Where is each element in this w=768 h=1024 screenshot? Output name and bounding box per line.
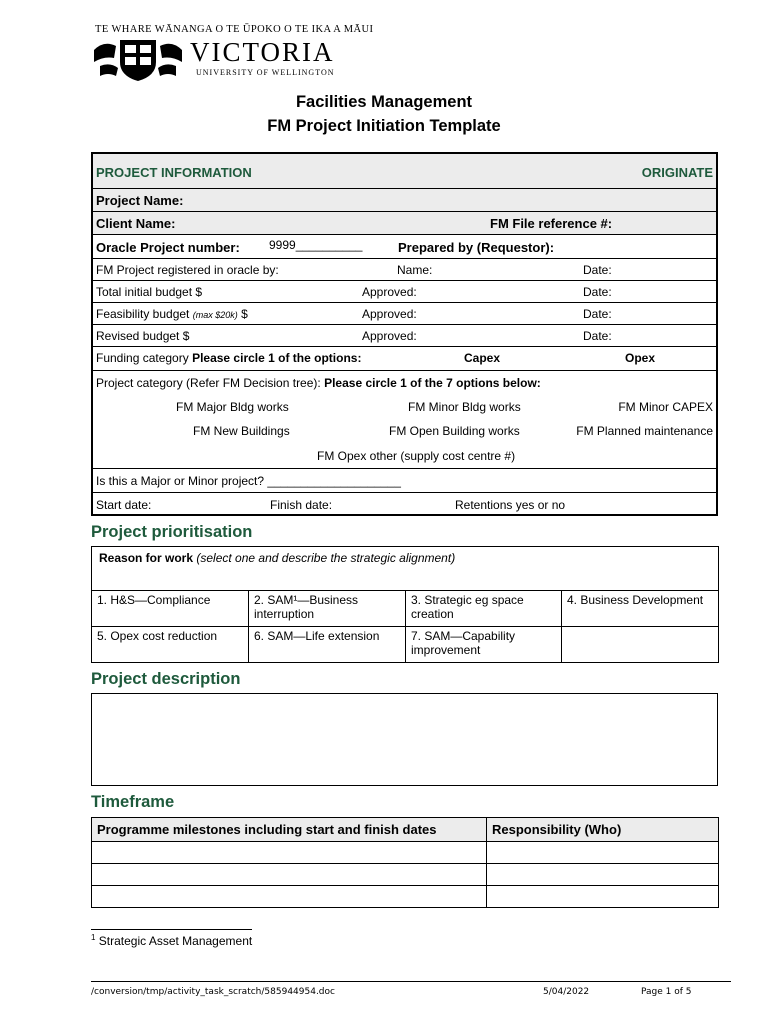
footnote-text: Strategic Asset Management: [95, 934, 253, 948]
footer-date: 5/04/2022: [543, 987, 590, 997]
milestone-cell[interactable]: [92, 886, 487, 908]
responsibility-cell[interactable]: [487, 842, 719, 864]
responsibility-cell[interactable]: [487, 886, 719, 908]
feasibility-budget-limit: (max $20k): [192, 310, 238, 320]
dates-row: [93, 493, 716, 516]
footnote: [91, 933, 252, 948]
table-row: [92, 842, 719, 864]
responsibility-cell[interactable]: [487, 864, 719, 886]
reason-for-work-instruction: (select one and describe the strategic alignment): [196, 551, 456, 565]
prepared-by-label: Prepared by (Requestor):: [398, 240, 555, 255]
revised-budget-row: [93, 325, 716, 347]
funding-category-instruction: Please circle 1 of the options:: [192, 351, 362, 365]
reason-option: 7. SAM—Capability improvement: [406, 627, 562, 663]
category-option: FM Planned maintenance: [576, 424, 713, 438]
fm-file-reference-label: FM File reference #:: [490, 216, 613, 231]
reason-option: 2. SAM¹—Business interruption: [249, 591, 406, 627]
total-budget-label: Total initial budget $: [96, 285, 203, 299]
feasibility-budget-currency: $: [237, 307, 248, 321]
table-row: [92, 547, 719, 591]
prioritisation-table: [91, 546, 719, 663]
table-row: [92, 864, 719, 886]
oracle-project-number-value: 9999__________: [269, 238, 363, 252]
major-minor-row: [93, 469, 716, 493]
reason-for-work-cell: [92, 547, 719, 591]
project-info-header-row: [93, 154, 716, 189]
project-info-heading: PROJECT INFORMATION: [96, 165, 252, 180]
table-row: [92, 627, 719, 663]
table-row: [92, 886, 719, 908]
category-option: FM Minor CAPEX: [618, 400, 713, 414]
milestone-cell[interactable]: [92, 864, 487, 886]
responsibility-header: Responsibility (Who): [487, 818, 719, 842]
project-information-table: [91, 152, 718, 516]
project-name-label: Project Name:: [96, 193, 184, 208]
revised-date-label: Date:: [583, 329, 612, 343]
registered-row: [93, 259, 716, 281]
feasibility-budget-row: [93, 303, 716, 325]
timeframe-table: [91, 817, 719, 908]
finish-date-label: Finish date:: [270, 498, 333, 512]
project-category-label: [96, 376, 541, 390]
major-minor-question: Is this a Major or Minor project? ____________________: [96, 474, 401, 488]
reason-option: 6. SAM—Life extension: [249, 627, 406, 663]
document-title: Facilities Management: [295, 93, 473, 111]
category-option: FM New Buildings: [193, 424, 290, 438]
table-row: [92, 591, 719, 627]
opex-option: Opex: [625, 351, 656, 365]
university-logo: [92, 24, 374, 82]
footnote-mark: 1: [91, 933, 96, 942]
prioritisation-heading: Project prioritisation: [91, 523, 253, 541]
reason-option: 4. Business Development: [562, 591, 719, 627]
milestone-cell[interactable]: [92, 842, 487, 864]
timeframe-heading: Timeframe: [91, 793, 175, 811]
funding-category-label: [96, 351, 361, 365]
capex-option: Capex: [464, 351, 501, 365]
project-name-row: [93, 189, 716, 212]
category-option: FM Minor Bldg works: [408, 400, 521, 414]
funding-category-text: Funding category: [96, 351, 193, 365]
category-option: FM Opex other (supply cost centre #): [317, 449, 516, 463]
document-subtitle: FM Project Initiation Template: [267, 117, 501, 135]
oracle-row: [93, 235, 716, 259]
project-category-text: Project category (Refer FM Decision tree):: [96, 376, 325, 390]
feasibility-approved-label: Approved:: [362, 307, 417, 321]
reason-for-work-label: Reason for work: [99, 551, 194, 565]
registered-date-label: Date:: [583, 263, 612, 277]
reason-option: [562, 627, 719, 663]
footer-page-number: Page 1 of 5: [641, 987, 692, 997]
project-category-instruction: Please circle 1 of the 7 options below:: [324, 376, 541, 390]
total-budget-row: [93, 281, 716, 303]
client-name-row: [93, 212, 716, 235]
client-name-label: Client Name:: [96, 216, 176, 231]
reason-option: 3. Strategic eg space creation: [406, 591, 562, 627]
originate-label: ORIGINATE: [641, 165, 713, 180]
registered-name-label: Name:: [397, 263, 433, 277]
logo-subtitle: UNIVERSITY OF WELLINGTON: [196, 68, 335, 77]
project-description-box[interactable]: [91, 693, 718, 786]
total-budget-approved-label: Approved:: [362, 285, 417, 299]
funding-category-row: [93, 347, 716, 371]
logo-motto: TE WHARE WĀNANGA O TE ŪPOKO O TE IKA A MĀUI: [95, 24, 374, 35]
table-row: [92, 818, 719, 842]
start-date-label: Start date:: [96, 498, 152, 512]
feasibility-budget-text: Feasibility budget: [96, 307, 193, 321]
project-category-row: [93, 371, 716, 469]
revised-approved-label: Approved:: [362, 329, 417, 343]
logo-name: VICTORIA: [190, 37, 335, 67]
oracle-project-number-label: Oracle Project number:: [96, 240, 240, 255]
feasibility-budget-label: [96, 307, 248, 321]
description-heading: Project description: [91, 670, 241, 688]
registered-by-label: FM Project registered in oracle by:: [96, 263, 279, 277]
reason-option: 5. Opex cost reduction: [92, 627, 249, 663]
footer-rule: [91, 981, 731, 982]
reason-option: 1. H&S—Compliance: [92, 591, 249, 627]
total-budget-date-label: Date:: [583, 285, 612, 299]
footnote-separator: [91, 929, 252, 930]
crest-icon: [92, 36, 184, 82]
category-option: FM Open Building works: [389, 424, 520, 438]
revised-budget-label: Revised budget $: [96, 329, 190, 343]
category-option: FM Major Bldg works: [176, 400, 289, 414]
footer-file-path: /conversion/tmp/activity_task_scratch/585944954.doc: [91, 987, 335, 997]
feasibility-date-label: Date:: [583, 307, 612, 321]
retentions-label: Retentions yes or no: [455, 498, 566, 512]
milestones-header: Programme milestones including start and finish dates: [92, 818, 487, 842]
